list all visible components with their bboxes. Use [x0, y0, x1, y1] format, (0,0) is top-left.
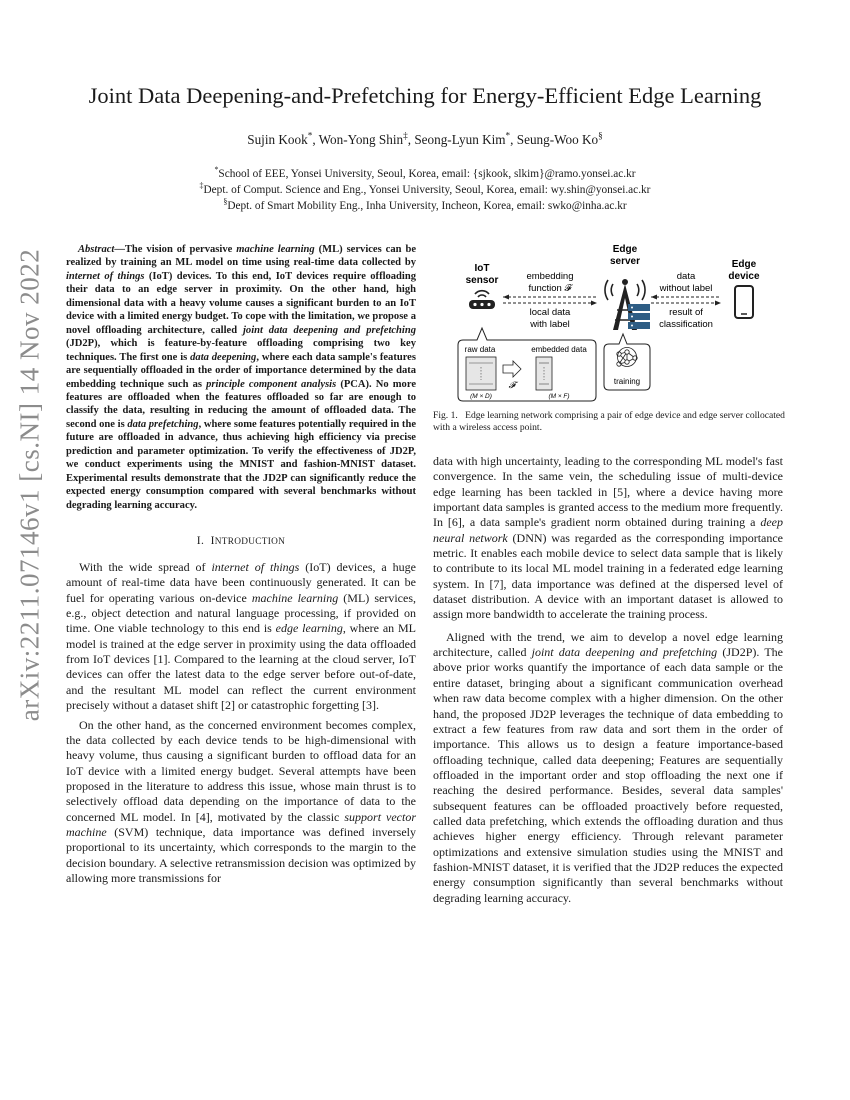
- right-column: [433, 454, 783, 906]
- body-paragraph: Aligned with the trend, we aim to develop a novel edge learning architecture, called joint data deepening and prefetching (JD2P). The above prior works quantify the importance of each data sample or the entire dataset, bringing about a significant communication overhead when raw data become complex with a higher dimension. On the other hand, the proposed JD2P leverages the technique of data embedding to extract a few features from raw data and sort them in the order of importance. This allows us to design a feature importance-based offloading technique, called data deepening; Features are sequentially offloaded in the important order and stop offloading the next one if reaching the desired performance. Besides, several data samples' subsequent features can be offloaded proactively before requested, called data prefetching, which extends the offloading duration and thus achieves higher energy efficiency. Through relevant parameter optimizations and extensive simulation studies using the MNIST and fashion-MNIST dataset, it is verified that the JD2P reduces the expected energy consumption significantly than several benchmarks without degrading learning accuracy.: [433, 629, 783, 905]
- embedded-data-matrix-icon: [536, 357, 552, 390]
- training-label: training: [613, 377, 641, 386]
- edge-server-label: server: [609, 256, 641, 267]
- body-paragraph: data with high uncertainty, leading to the corresponding ML model's fast convergence. In the same vein, the scheduling issue of multi-device edge learning has been tackled in [5], where a device having more important data samples is granted access to the medium more frequently. In [6], a data sample's gradient norm obtained during training a deep neural network (DNN) was regarded as the corresponding importance metric. It enables each mobile device to select data sample that is likely to contribute to its local ML model training in a federated edge learning system. In [7], data importance was defined at the dispersed level of dataset distribution. A device with an important dataset is allowed to assign more bandwidth to accelerate the training process.: [433, 454, 784, 622]
- left-column: [66, 243, 416, 886]
- data-without-label: without label: [659, 283, 713, 294]
- affiliation-line: *School of EEE, Yonsei University, Seoul, Korea, email: {sjkook, slkim}@ramo.yonsei.ac.kr: [214, 165, 636, 180]
- affiliations: [40, 166, 810, 214]
- edge-device-label: device: [728, 271, 760, 282]
- arrow-heads: [503, 295, 721, 306]
- raw-data-label: raw data: [464, 345, 496, 354]
- intro-paragraph-1: With the wide spread of internet of things (IoT) devices, a huge amount of real-time data have been continuously generated. It can be fuel for operating various on-device machine learning (ML) services, e.g., object detection and natural language processing, if provided on time. One viable technology to this end is edge learning, where an ML model is trained at the edge server in proximity using the data offloaded from IoT devices [1]. Compared to the learning at the cloud server, IoT devices can offer the latest data to the edge server before out-of-date, and the resultant ML model can reflect the current environment precisely without a dataset shift [2] or catastrophic forgetting [3].: [66, 560, 416, 713]
- link-arrows: [503, 297, 721, 303]
- embedded-data-label: embedded data: [531, 345, 587, 354]
- embedding-symbol: 𝓕: [508, 380, 516, 390]
- intro-paragraph-2: On the other hand, as the concerned environment becomes complex, the data collected by each device tends to be high-dimensional with heavy volume, thus causing a significant burden to offload data for an IoT device with a limited energy budget. Several attempts have been proposed in the literature to address this issue, whose main thrust is to selectively offload data depending on the importance of data to the concerned ML model. In [4], motivated by the classic support vector machine (SVM) technique, data importance was defined inversely proportional to its uncertainty, which corresponds to the margin to the decision boundary. A selective retransmission decision was optimized by allowing more transmissions for: [66, 717, 417, 885]
- paper-title: Joint Data Deepening-and-Prefetching for Energy-Efficient Edge Learning: [88, 83, 762, 108]
- local-data-label: with label: [530, 319, 570, 330]
- affiliation-line: §Dept. of Smart Mobility Eng., Inha University, Incheon, Korea, email: swko@inha.ac.kr: [223, 197, 627, 212]
- iot-sensor-icon: [469, 291, 495, 309]
- section-heading-introduction: I. INTRODUCTION: [196, 534, 286, 548]
- author-name: Seung-Woo Ko: [516, 132, 599, 147]
- edge-device-phone-icon: [735, 286, 753, 318]
- raw-data-dimension: (M × D): [470, 393, 492, 400]
- training-callout: [604, 334, 650, 390]
- data-without-label: data: [676, 271, 696, 282]
- embedding-function-label: embedding: [526, 271, 574, 282]
- author-name: Won-Yong Shin: [318, 132, 404, 147]
- figure-caption: Fig. 1. Edge learning network comprising a pair of edge device and edge server collocated with a wireless access point.: [433, 410, 785, 433]
- raw-data-matrix-icon: [466, 357, 496, 390]
- server-rack-icon: [628, 304, 650, 329]
- iot-sensor-label: sensor: [465, 275, 499, 286]
- author-name: Seong-Lyun Kim: [414, 132, 506, 147]
- author-list: Sujin Kook*, Won-Yong Shin‡, Seong-Lyun Kim*, Seung-Woo Ko§: [247, 130, 603, 147]
- figure-edge-learning-network: [433, 240, 785, 406]
- edge-server-label: Edge: [612, 244, 638, 255]
- edge-device-label: Edge: [731, 259, 757, 270]
- embedding-callout: [458, 328, 596, 401]
- arxiv-identifier: arXiv:2211.07146v1 [cs.NI] 14 Nov 2022: [14, 248, 45, 722]
- embedded-data-dimension: (M × F): [548, 393, 570, 400]
- classification-result-label: classification: [659, 319, 713, 330]
- embedding-function-label: function 𝓕: [528, 283, 572, 294]
- iot-sensor-label: IoT: [474, 263, 490, 274]
- abstract: Abstract—The vision of pervasive machine learning (ML) services can be realized by training an ML model on time using real-time data collected by internet of things (IoT) devices. To this end, IoT devices require offloading their data to an edge server in proximity. On the other hand, high dimensional data with a heavy volume causes a significant burden to an IoT device with a limited energy budget. To cope with the limitation, we propose a novel offloading architecture, called joint data deepening and prefetching (JD2P), which is feature-by-feature offloading comprising two key techniques. The first one is data deepening, where each data sample's features are sequentially offloaded in the order of importance determined by the data embedding technique such as principle component analysis (PCA). No more features are offloaded when the features offloaded so far are enough to classify the data, resulting in reducing the amount of offloaded data. The second one is data prefetching, where some features potentially required in the future are offloaded in advance, thus achieving high efficiency via precise prediction and parameter optimization. To verify the effectiveness of JD2P, we conduct experiments using the MNIST and fashion-MNIST dataset. Experimental results demonstrate that the JD2P can significantly reduce the expected energy consumption compared with several benchmarks without degrading learning accuracy.: [66, 244, 417, 511]
- local-data-label: local data: [529, 307, 571, 318]
- author-name: Sujin Kook: [247, 132, 308, 147]
- classification-result-label: result of: [669, 307, 703, 318]
- affiliation-line: ‡Dept. of Comput. Science and Eng., Yonsei University, Seoul, Korea, email: wy.shin@yonsei.ac.kr: [199, 181, 651, 196]
